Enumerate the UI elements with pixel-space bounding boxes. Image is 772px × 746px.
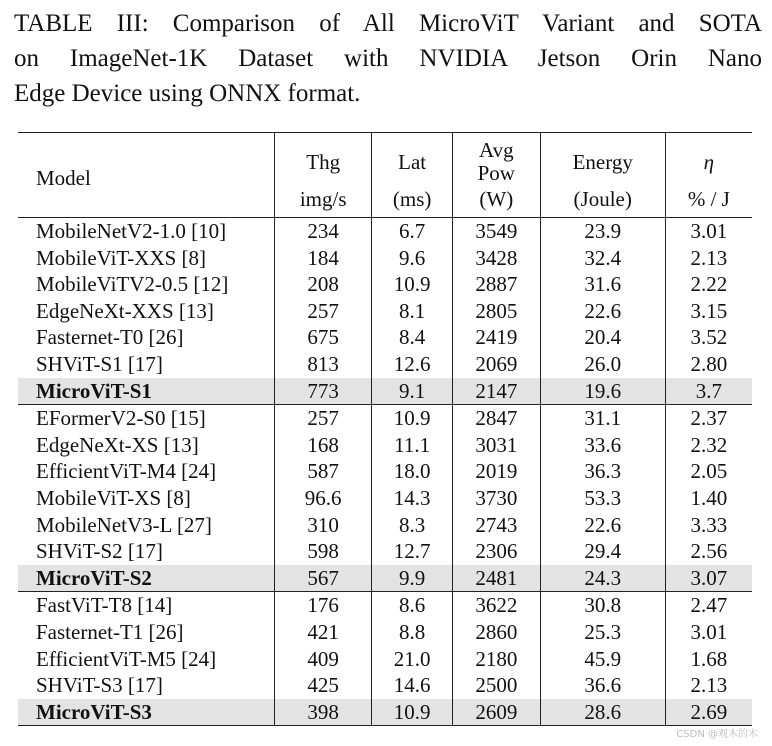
cell-lat: 10.9	[372, 271, 453, 298]
cell-lat: 10.9	[372, 699, 453, 726]
cell-model: EFormerV2-S0 [15]	[18, 405, 275, 432]
cell-eta: 2.13	[690, 673, 728, 698]
cell-eta: 2.69	[665, 699, 752, 726]
cell-energy: 30.8	[540, 592, 665, 619]
watermark: CSDN @观木的木	[676, 729, 758, 740]
caption-line-2: on ImageNet-1K Dataset with NVIDIA Jetson Orin Nano	[14, 45, 762, 72]
cell-pow: 2481	[452, 565, 540, 592]
cell-pow: 2180	[452, 646, 540, 673]
caption-line-3: Edge Device using ONNX format.	[14, 80, 361, 107]
cell-eta: 3.01	[690, 619, 728, 644]
table-row	[18, 405, 752, 432]
cell-thg: 257	[275, 405, 372, 432]
highlight-row	[18, 378, 752, 405]
cell-pow: 3428	[452, 245, 540, 272]
cell-energy: 23.9	[540, 218, 665, 245]
header-lat-unit: (ms)	[372, 185, 453, 218]
cell-lat: 8.8	[372, 619, 453, 646]
cell-energy: 20.4	[540, 324, 665, 351]
cell-energy: 36.6	[540, 672, 665, 699]
cell-pow: 2743	[452, 512, 540, 539]
cell-thg: 398	[275, 699, 372, 726]
header-pow-unit: (W)	[452, 185, 540, 218]
header-model: Model	[18, 133, 275, 218]
cell-lat: 18.0	[372, 458, 453, 485]
table-row	[18, 646, 752, 673]
header-thg-unit: img/s	[275, 185, 372, 218]
cell-energy: 36.3	[540, 458, 665, 485]
cell-energy: 31.6	[540, 271, 665, 298]
cell-lat: 8.1	[372, 298, 453, 325]
cell-pow: 3622	[452, 592, 540, 619]
cell-thg: 96.6	[275, 485, 372, 512]
cell-pow: 3549	[452, 218, 540, 245]
cell-thg: 773	[275, 378, 372, 405]
cell-energy: 33.6	[540, 432, 665, 459]
cell-thg: 598	[275, 538, 372, 565]
cell-eta: 3.33	[690, 512, 728, 537]
cell-eta: 2.13	[690, 245, 728, 270]
table-row	[18, 324, 752, 351]
cell-model: MicroViT-S1	[18, 378, 275, 405]
cell-eta: 3.15	[690, 298, 728, 323]
cell-model: SHViT-S1 [17]	[18, 351, 275, 378]
highlight-row	[18, 699, 752, 726]
cell-energy: 22.6	[540, 512, 665, 539]
table-row	[18, 245, 752, 272]
cell-model: EdgeNeXt-XXS [13]	[18, 298, 275, 325]
header-lat: Lat	[372, 133, 453, 186]
cell-thg: 310	[275, 512, 372, 539]
cell-lat: 8.4	[372, 324, 453, 351]
cell-thg: 176	[275, 592, 372, 619]
cell-model: SHViT-S3 [17]	[18, 672, 275, 699]
table-row	[18, 485, 752, 512]
cell-model: Fasternet-T0 [26]	[18, 324, 275, 351]
cell-energy: 45.9	[540, 646, 665, 673]
cell-lat: 10.9	[372, 405, 453, 432]
cell-lat: 6.7	[372, 218, 453, 245]
cell-pow: 2306	[452, 538, 540, 565]
cell-model: EfficientViT-M4 [24]	[18, 458, 275, 485]
cell-energy: 26.0	[540, 351, 665, 378]
cell-pow: 2887	[452, 271, 540, 298]
cell-lat: 12.6	[372, 351, 453, 378]
header-eta: η	[665, 133, 752, 186]
cell-energy: 24.3	[540, 565, 665, 592]
header-pow-line2: Pow	[477, 161, 515, 185]
cell-model: MobileViT-XS [8]	[18, 485, 275, 512]
cell-thg: 168	[275, 432, 372, 459]
table-row	[18, 619, 752, 646]
cell-eta: 2.37	[665, 405, 752, 432]
cell-eta: 3.01	[665, 218, 752, 245]
cell-eta: 2.05	[690, 459, 728, 484]
header-energy: Energy	[540, 133, 665, 186]
cell-thg: 813	[275, 351, 372, 378]
cell-lat: 21.0	[372, 646, 453, 673]
cell-lat: 14.3	[372, 485, 453, 512]
cell-model: MobileNetV2-1.0 [10]	[18, 218, 275, 245]
cell-eta: 1.68	[690, 646, 728, 671]
cell-lat: 9.1	[372, 378, 453, 405]
table-row	[18, 271, 752, 298]
cell-thg: 409	[275, 646, 372, 673]
cell-pow: 2069	[452, 351, 540, 378]
cell-eta: 2.47	[665, 592, 752, 619]
cell-model: SHViT-S2 [17]	[18, 538, 275, 565]
cell-lat: 8.6	[372, 592, 453, 619]
caption-line-1: TABLE III: Comparison of All MicroViT Variant and SOTA	[14, 10, 762, 37]
table-body	[18, 218, 752, 726]
cell-pow: 2805	[452, 298, 540, 325]
cell-model: MobileViTV2-0.5 [12]	[18, 271, 275, 298]
cell-thg: 234	[275, 218, 372, 245]
cell-lat: 8.3	[372, 512, 453, 539]
table-row	[18, 672, 752, 699]
cell-eta: 2.56	[690, 539, 728, 564]
cell-thg: 208	[275, 271, 372, 298]
cell-eta: 2.22	[690, 272, 728, 297]
table-caption	[14, 6, 762, 111]
table-row	[18, 432, 752, 459]
cell-pow: 3031	[452, 432, 540, 459]
cell-eta: 3.07	[665, 565, 752, 592]
cell-thg: 184	[275, 245, 372, 272]
cell-pow: 2500	[452, 672, 540, 699]
cell-lat: 12.7	[372, 538, 453, 565]
header-energy-unit: (Joule)	[540, 185, 665, 218]
cell-pow: 2147	[452, 378, 540, 405]
cell-pow: 2847	[452, 405, 540, 432]
table-row	[18, 298, 752, 325]
cell-lat: 9.9	[372, 565, 453, 592]
cell-lat: 14.6	[372, 672, 453, 699]
table-row	[18, 592, 752, 619]
cell-thg: 567	[275, 565, 372, 592]
cell-pow: 2019	[452, 458, 540, 485]
header-pow	[452, 133, 540, 186]
cell-pow: 2609	[452, 699, 540, 726]
cell-thg: 257	[275, 298, 372, 325]
cell-pow: 2419	[452, 324, 540, 351]
header-eta-unit: % / J	[687, 187, 730, 211]
table-header	[18, 133, 752, 218]
cell-thg: 425	[275, 672, 372, 699]
cell-model: MobileViT-XXS [8]	[18, 245, 275, 272]
cell-thg: 421	[275, 619, 372, 646]
cell-eta: 3.7	[665, 378, 752, 405]
cell-pow: 3730	[452, 485, 540, 512]
cell-energy: 32.4	[540, 245, 665, 272]
cell-model: EdgeNeXt-XS [13]	[18, 432, 275, 459]
table-row	[18, 512, 752, 539]
cell-energy: 19.6	[540, 378, 665, 405]
cell-model: Fasternet-T1 [26]	[18, 619, 275, 646]
cell-thg: 675	[275, 324, 372, 351]
table-row	[18, 538, 752, 565]
header-pow-line1: Avg	[479, 138, 514, 162]
cell-pow: 2860	[452, 619, 540, 646]
cell-model: MicroViT-S3	[18, 699, 275, 726]
table-row	[18, 351, 752, 378]
cell-model: MicroViT-S2	[18, 565, 275, 592]
cell-energy: 28.6	[540, 699, 665, 726]
cell-model: EfficientViT-M5 [24]	[18, 646, 275, 673]
table-row	[18, 458, 752, 485]
highlight-row	[18, 565, 752, 592]
cell-energy: 53.3	[540, 485, 665, 512]
cell-eta: 2.32	[690, 432, 728, 457]
cell-model: FastViT-T8 [14]	[18, 592, 275, 619]
cell-eta: 1.40	[690, 485, 728, 510]
cell-energy: 29.4	[540, 538, 665, 565]
cell-thg: 587	[275, 458, 372, 485]
cell-energy: 31.1	[540, 405, 665, 432]
cell-energy: 25.3	[540, 619, 665, 646]
header-thg: Thg	[275, 133, 372, 186]
cell-model: MobileNetV3-L [27]	[18, 512, 275, 539]
cell-lat: 11.1	[372, 432, 453, 459]
cell-lat: 9.6	[372, 245, 453, 272]
cell-energy: 22.6	[540, 298, 665, 325]
comparison-table	[18, 132, 752, 726]
table-row	[18, 218, 752, 245]
cell-eta: 2.80	[690, 351, 728, 376]
cell-eta: 3.52	[690, 325, 728, 350]
